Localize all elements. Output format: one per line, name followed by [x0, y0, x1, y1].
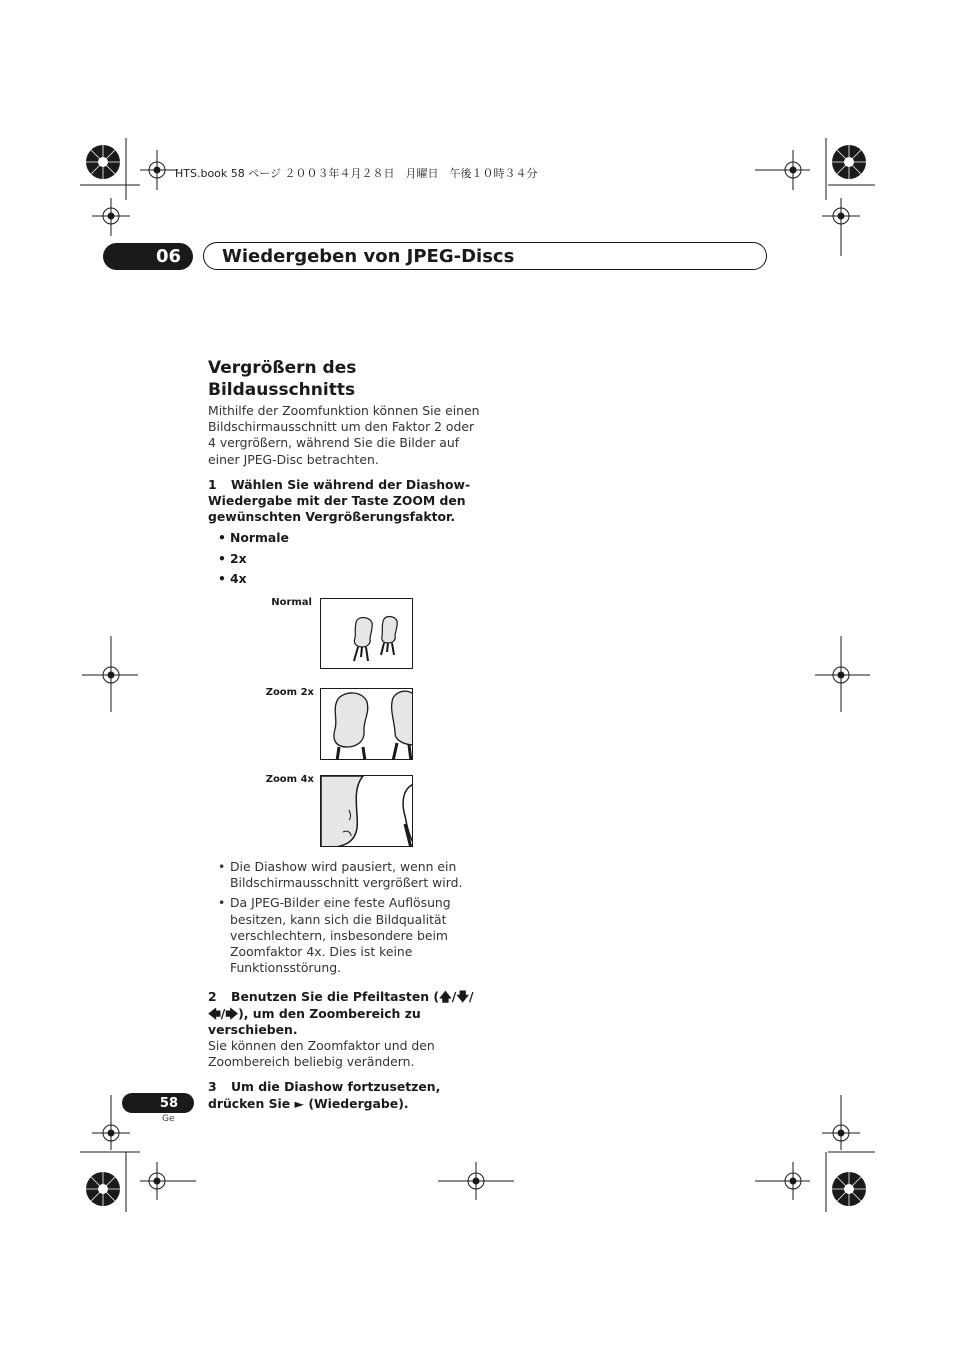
- step-text: Benutzen Sie die Pfeiltasten (🡅/🡇/🡄/🡆), um den Zoombereich zu verschieben.: [208, 989, 474, 1037]
- step-text: Um die Diashow fortzusetzen, drücken Sie ► (Wiedergabe).: [208, 1079, 441, 1111]
- step-2-detail: Sie können den Zoomfaktor und den Zoombereich beliebig verändern.: [208, 1038, 435, 1070]
- notes-list: [208, 859, 480, 976]
- illustration-label-zoom2x: Zoom 2x: [265, 687, 314, 698]
- list-item: • Da JPEG-Bilder eine feste Auflösung besitzen, kann sich die Bildqualität verschlechtern, insbesondere beim Zoomfaktor 4x. Dies ist keine Funktionsstörung.: [208, 895, 480, 976]
- chairs-illustration: [321, 689, 413, 760]
- print-header: HTS.book 58 ページ ２００３年４月２８日 月曜日 午後１０時３４分: [175, 167, 538, 180]
- language-code: Ge: [162, 1114, 175, 1124]
- list-item: • Die Diashow wird pausiert, wenn ein Bildschirmausschnitt vergrößert wird.: [208, 859, 480, 891]
- illustration-label-zoom4x: Zoom 4x: [265, 774, 314, 785]
- step-2: [208, 989, 480, 1038]
- main-content: [208, 357, 480, 590]
- step-1: [208, 477, 480, 526]
- step-number: 1: [208, 476, 217, 492]
- page-number-badge: 58: [122, 1093, 194, 1113]
- illustration-zoom4x: [320, 775, 413, 847]
- illustration-zoom2x: [320, 688, 413, 760]
- section-heading-line2: Bildausschnitts: [208, 380, 356, 400]
- step-number: 2: [208, 989, 217, 1005]
- chapter-title-bar: [203, 242, 767, 270]
- list-item: • 2x: [208, 549, 480, 570]
- illustration-label-normal: Normal: [271, 597, 312, 608]
- chapter-number-badge: 06: [103, 243, 193, 270]
- section-heading-line1: Vergrößern des: [208, 358, 357, 378]
- list-item: • 4x: [208, 569, 480, 590]
- section-intro: Mithilfe der Zoomfunktion können Sie einen Bildschirmausschnitt um den Faktor 2 oder 4 vergrößern, während Sie die Bilder auf einer JPEG-Disc betrachten.: [208, 403, 480, 467]
- illustration-normal: [320, 598, 413, 669]
- notes-and-steps: [208, 859, 480, 1112]
- chapter-title: Wiedergeben von JPEG-Discs: [222, 245, 515, 267]
- section-heading: [208, 357, 480, 401]
- chairs-illustration: [321, 599, 413, 669]
- step-number: 3: [208, 1079, 217, 1095]
- chair-closeup-illustration: [321, 776, 413, 847]
- step-text: Wählen Sie während der Diashow-Wiedergabe mit der Taste ZOOM den gewünschten Vergrößerungsfaktor.: [208, 476, 471, 525]
- list-item: • Normale: [208, 528, 480, 549]
- zoom-options-list: [208, 528, 480, 590]
- step-3: [208, 1079, 480, 1111]
